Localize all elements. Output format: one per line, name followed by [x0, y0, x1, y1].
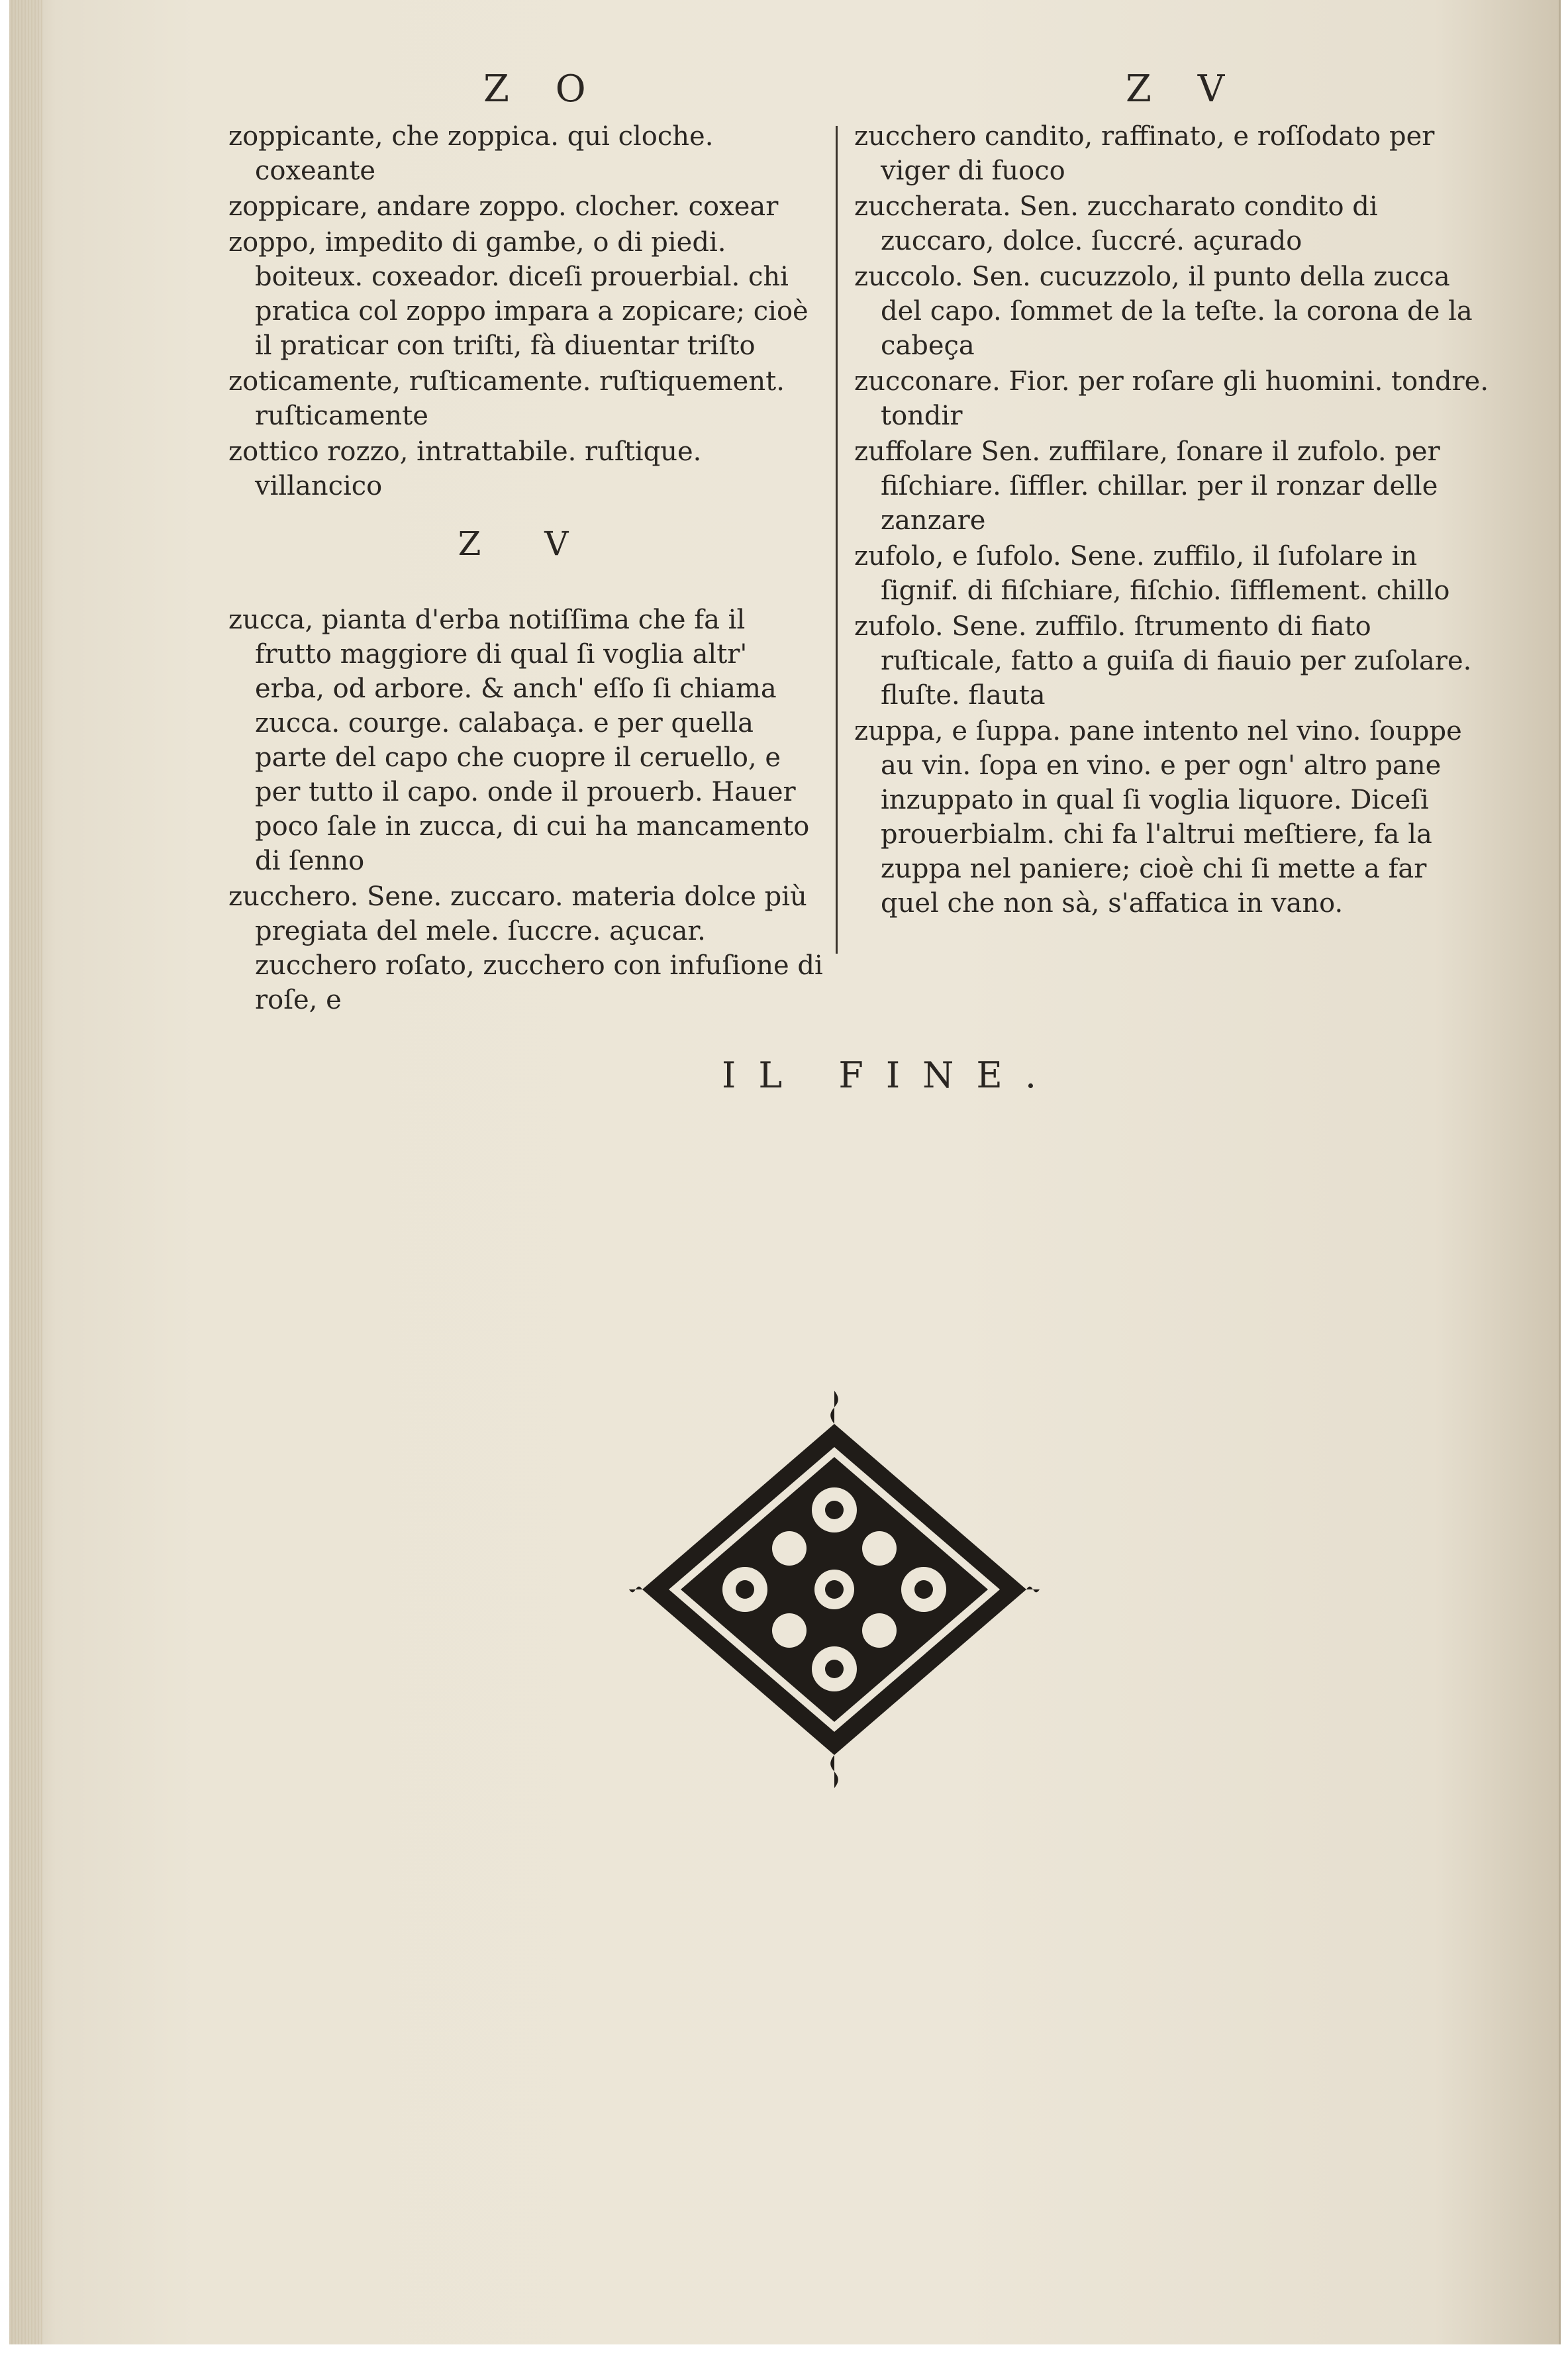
- entry-zuppa: zuppa, e ſuppa. pane intento nel vino. ſouppe au vin. ſopa en vino. e per ogn' altro pane inzuppato in qual ſi voglia liquore. Diceſi prouerbialm. chi fa l'altrui meſtiere, fa la zuppa nel paniere; cioè chi ſi mette a far quel che non sà, s'affatica in vano.: [854, 716, 1462, 919]
- column-divider: [836, 126, 838, 954]
- left-column-header: Z O: [483, 68, 603, 111]
- section-header-zv: Z V: [458, 525, 595, 563]
- entry-zoppo: zoppo, impedito di gambe, o di piedi. boiteux. coxeador. diceſi prouerbial. chi pratica col zoppo impara a zopicare; cioè il praticar con triſti, fà diuentar triſto: [228, 227, 808, 361]
- entry-zufolo-2: zufolo. Sene. zuffilo. ſtrumento di fiato ruſticale, fatto a guiſa di fiauio per zuſolare. fluſte. flauta: [854, 611, 1472, 711]
- entry-zucchero-candito: zucchero candito, raffinato, e roſſodato per viger di fuoco: [854, 121, 1435, 186]
- entry-zuccherata: zuccherata. Sen. zuccharato condito di zuccaro, dolce. ſuccré. açurado: [854, 191, 1378, 256]
- entry-zucconare: zucconare. Fior. per roſare gli huomini. tondre. tondir: [854, 366, 1489, 431]
- entry-zucchero: zucchero. Sene. zuccaro. materia dolce più pregiata del mele. ſuccre. açucar. zucchero roſato, zucchero con infuſione di roſe, e: [228, 881, 823, 1015]
- entry-zuffolare: zuffolare Sen. zuffilare, ſonare il zufolo. per fiſchiare. ſiffler. chillar. per il ronzar delle zanzare: [854, 436, 1440, 536]
- entry-zoppicante: zoppicante, che zoppica. qui cloche. coxeante: [228, 121, 714, 186]
- right-column-header: Z V: [1126, 68, 1242, 111]
- entry-zoticamente: zoticamente, ruſticamente. ruſtiquement. ruſticamente: [228, 366, 785, 431]
- page-edge: [9, 0, 42, 2344]
- ornament-icon: [629, 1391, 1040, 1788]
- right-column: [854, 119, 1490, 922]
- entry-zoppicare: zoppicare, andare zoppo. clocher. coxear: [228, 191, 779, 222]
- end-text: IL FINE.: [722, 1054, 1059, 1096]
- entry-zucca: zucca, pianta d'erba notiſſima che fa il frutto maggiore di qual ſi voglia altr' erba, od arbore. & anch' eſſo ſi chiama zucca. courge. calabaça. e per quella parte del capo che cuopre il ceruello, e per tutto il capo. onde il prouerb. Hauer poco ſale in zucca, di cui ha mancamento di ſenno: [228, 605, 810, 876]
- entry-zottico: zottico rozzo, intrattabile. ruſtique. villancico: [228, 436, 702, 501]
- entry-zuccolo: zuccolo. Sen. cucuzzolo, il punto della zucca del capo. ſommet de la teſte. la corona de la cabeça: [854, 262, 1473, 361]
- left-column: [228, 119, 824, 1019]
- entry-zufolo-1: zufolo, e ſufolo. Sene. zuffilo, il ſufolare in ſignif. di fiſchiare, fiſchio. ſifflement. chillo: [854, 541, 1450, 606]
